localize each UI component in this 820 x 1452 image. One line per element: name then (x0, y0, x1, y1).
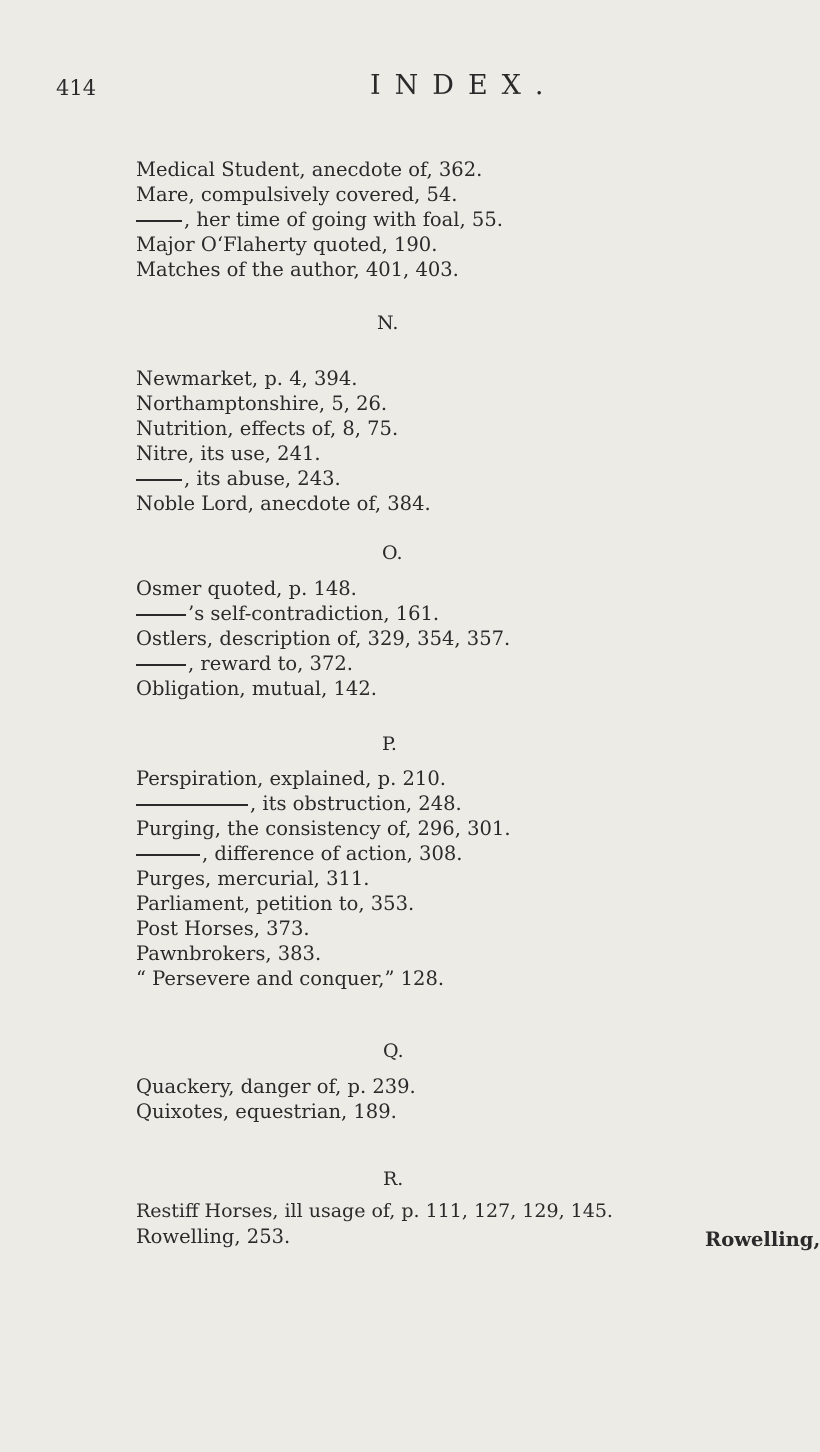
index-entry: Northamptonshire, 5, 26. (136, 392, 388, 415)
section-letter-n: N. (377, 312, 399, 334)
index-entry: Major O‘Flaherty quoted, 190. (136, 233, 438, 256)
index-entry-continuation: , difference of action, 308. (136, 842, 462, 865)
index-entry-continuation: , her time of going with foal, 55. (136, 208, 503, 231)
section-letter-q: Q. (383, 1040, 404, 1062)
index-entry: Purging, the consistency of, 296, 301. (136, 817, 511, 840)
index-entry: Noble Lord, anecdote of, 384. (136, 492, 431, 515)
index-entry: Matches of the author, 401, 403. (136, 258, 459, 281)
index-entry: Quackery, danger of, p. 239. (136, 1075, 416, 1098)
index-entry: Post Horses, 373. (136, 917, 310, 940)
section-letter-r: R. (383, 1168, 404, 1190)
index-entry-continuation: , its obstruction, 248. (136, 792, 462, 815)
index-entry: Medical Student, anecdote of, 362. (136, 158, 483, 181)
index-entry: Quixotes, equestrian, 189. (136, 1100, 397, 1123)
index-entry: Nutrition, effects of, 8, 75. (136, 417, 399, 440)
running-head: INDEX. (370, 70, 558, 101)
index-entry: Restiff Horses, ill usage of, p. 111, 127, 129, 145. (136, 1200, 613, 1222)
index-entry-continuation: , its abuse, 243. (136, 467, 341, 490)
index-entry: Newmarket, p. 4, 394. (136, 367, 358, 390)
index-entry: Mare, compulsively covered, 54. (136, 183, 458, 206)
index-entry: Purges, mercurial, 311. (136, 867, 370, 890)
index-entry: “ Persevere and conquer,” 128. (136, 967, 445, 990)
index-entry: Pawnbrokers, 383. (136, 942, 322, 965)
index-entry: Osmer quoted, p. 148. (136, 577, 357, 600)
section-letter-p: P. (382, 733, 397, 755)
index-entry: Obligation, mutual, 142. (136, 677, 377, 700)
index-entry-continuation: ’s self-contradiction, 161. (136, 602, 439, 625)
index-entry: Nitre, its use, 241. (136, 442, 321, 465)
index-entry: Ostlers, description of, 329, 354, 357. (136, 627, 511, 650)
page-number: 414 (56, 76, 97, 100)
catchword: Rowelling, (705, 1228, 820, 1251)
section-letter-o: O. (382, 542, 403, 564)
index-entry: Perspiration, explained, p. 210. (136, 767, 446, 790)
index-entry: Parliament, petition to, 353. (136, 892, 415, 915)
index-entry: Rowelling, 253. (136, 1225, 291, 1248)
index-entry-continuation: , reward to, 372. (136, 652, 353, 675)
